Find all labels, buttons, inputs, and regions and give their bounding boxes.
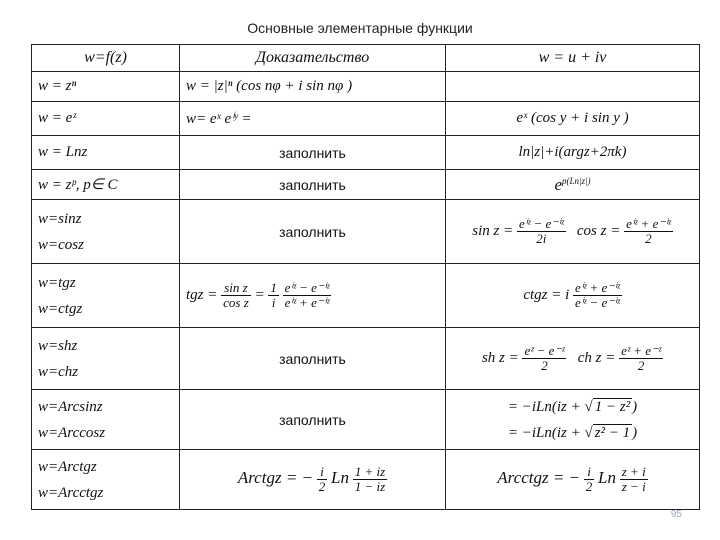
tg-equals: = — [254, 286, 265, 303]
functions-table — [31, 44, 700, 510]
func-arcsin — [32, 390, 180, 450]
func-genpow: w = zᵖ, p∈ C — [32, 170, 180, 200]
tg-fraction-2: $\frac{1}{i}$ — [270, 280, 277, 310]
arcsin-formula: = −iLn(iz + √ 1 − z² ) — [507, 398, 638, 415]
result-tan — [446, 264, 700, 328]
arctg-fraction-2: $\frac{1 + iz}{1 - iz}$ — [354, 464, 386, 494]
table-row-power — [32, 72, 700, 102]
arctg-ln: Ln — [331, 467, 349, 487]
func-arcsin-name: w=Arcsinz — [38, 398, 103, 415]
tg-fraction-1: $\frac{\text{sin z}}{\text{cos z}}$ — [223, 280, 249, 310]
table-row-trig — [32, 200, 700, 264]
func-sh: w=shz — [38, 337, 78, 354]
arctg-fraction-1: $\frac{i}{2}$ — [318, 464, 326, 494]
header-function: w=f(z) — [32, 45, 180, 72]
arctg-lhs: Arctgz = − — [237, 467, 314, 487]
sin-lhs: sin z = — [472, 222, 514, 239]
table-row-genpow — [32, 170, 700, 200]
result-genpow-exp: p(Ln|z|) — [562, 175, 591, 186]
fill-placeholder: заполнить — [279, 144, 346, 161]
table-row-arcsin — [32, 390, 700, 450]
result-hyp — [446, 328, 700, 390]
func-tg: w=tgz — [38, 274, 76, 291]
fill-placeholder: заполнить — [279, 223, 346, 240]
table-row-tan — [32, 264, 700, 328]
result-genpow — [446, 170, 700, 200]
func-cos: w=cosz — [38, 236, 84, 253]
arcctg-lhs: Arcctgz = − — [497, 467, 581, 487]
fill-placeholder: заполнить — [279, 176, 346, 193]
func-arccos-name: w=Arccosz — [38, 424, 106, 441]
ctg-fraction: $\frac{\text{eⁱᶻ + e⁻ⁱᶻ}}{\text{eⁱᶻ − e⁻ⁱᶻ}}$ — [575, 280, 620, 310]
arcctg-fraction-1: $\frac{i}{2}$ — [585, 464, 593, 494]
tg-fraction-3: $\frac{\text{eⁱᶻ − e⁻ⁱᶻ}}{\text{eⁱᶻ + e⁻ⁱᶻ}}$ — [284, 280, 330, 310]
proof-arctg — [180, 450, 446, 510]
result-arcsin — [446, 390, 700, 450]
sin-fraction: $\frac{\text{eⁱᶻ − e⁻ⁱᶻ}}{2i}$ — [519, 216, 564, 246]
tg-lhs: tgz = — [186, 286, 218, 303]
func-exp: w = eᶻ — [32, 102, 180, 136]
func-trig — [32, 200, 180, 264]
table-row-log — [32, 136, 700, 170]
result-log: ln|z|+i(argz+2πk) — [446, 136, 700, 170]
func-power: w = zⁿ — [32, 72, 180, 102]
table-row-arctg — [32, 450, 700, 510]
arccos-formula: = −iLn(iz + √ z² − 1 ) — [507, 424, 638, 441]
sh-fraction: $\frac{\text{eᶻ − e⁻ᶻ}}{2}$ — [524, 343, 565, 373]
func-log: w = Lnz — [32, 136, 180, 170]
table-header-row — [32, 45, 700, 72]
result-power — [446, 72, 700, 102]
slide-title: Основные элементарные функции — [247, 20, 473, 36]
func-tan — [32, 264, 180, 328]
result-genpow-base: e — [554, 174, 563, 194]
arcctg-ln: Ln — [598, 467, 616, 487]
func-hyp — [32, 328, 180, 390]
fill-placeholder: заполнить — [279, 411, 346, 428]
ch-lhs: ch z = — [577, 349, 616, 366]
func-ch: w=chz — [38, 363, 79, 380]
ch-fraction: $\frac{\text{eᶻ + e⁻ᶻ}}{2}$ — [621, 343, 662, 373]
sh-lhs: sh z = — [481, 349, 519, 366]
func-arctg — [32, 450, 180, 510]
func-arctg-name: w=Arctgz — [38, 458, 97, 475]
cos-lhs: cos z = — [576, 222, 621, 239]
result-exp: eˣ (cos y + i sin y ) — [446, 102, 700, 136]
header-proof: Доказательство — [180, 45, 446, 72]
proof-exp: w= eˣ eⁱʸ = — [180, 102, 446, 136]
page-number: 95 — [670, 509, 682, 520]
result-arctg — [446, 450, 700, 510]
fill-placeholder: заполнить — [279, 350, 346, 367]
func-sin: w=sinz — [38, 210, 82, 227]
result-trig — [446, 200, 700, 264]
func-arcctg-name: w=Arcctgz — [38, 484, 104, 501]
table-row-exp — [32, 102, 700, 136]
proof-power: w = |z|ⁿ (cos nφ + i sin nφ ) — [180, 72, 446, 102]
arcctg-fraction-2: $\frac{z + i}{z - i}$ — [621, 464, 646, 494]
func-ctg: w=ctgz — [38, 300, 83, 317]
ctg-lhs: ctgz = i — [523, 286, 570, 303]
header-result: w = u + iv — [446, 45, 700, 72]
proof-tan — [180, 264, 446, 328]
cos-fraction: $\frac{\text{eⁱᶻ + e⁻ⁱᶻ}}{2}$ — [626, 216, 671, 246]
table-row-hyp — [32, 328, 700, 390]
